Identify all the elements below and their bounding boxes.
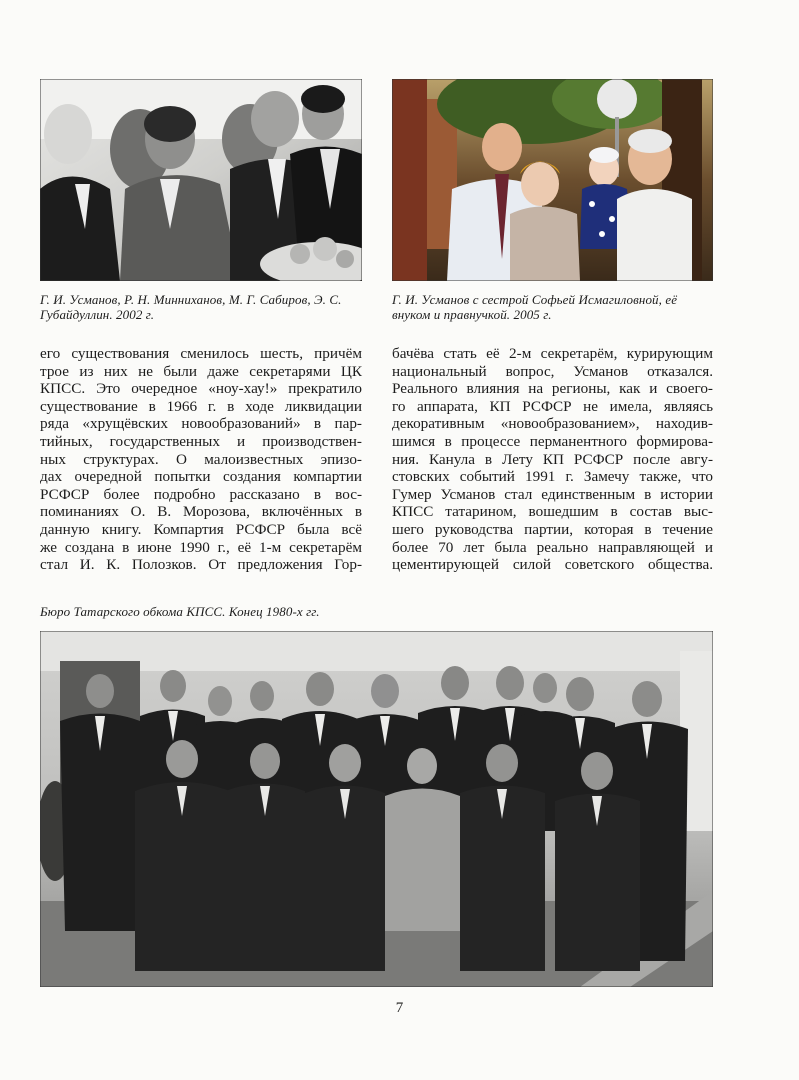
text-line: го аппарата, КП РСФСР не имела, являясь bbox=[392, 397, 713, 415]
text-line: ряда «хрущёвских новообразований» в пар- bbox=[40, 415, 362, 433]
caption-photo-family: Г. И. Усманов с сестрой Софьей Исмагиловной, её внуком и правнучкой. 2005 г. bbox=[392, 292, 678, 322]
text-line: тийных, государственных и производствен- bbox=[40, 432, 362, 450]
text-line: Реального влияния на регионы, как и своего- bbox=[392, 380, 713, 398]
photo-family-outdoors bbox=[392, 79, 713, 281]
page-number: 7 bbox=[395, 1000, 404, 1016]
text-line: ных структурах. О малоизвестных эпизо- bbox=[40, 450, 362, 468]
photo-four-officials bbox=[40, 79, 362, 281]
text-line: поминаниях О. В. Морозова, включённых в bbox=[40, 503, 362, 521]
text-line: бачёва стать её 2-м секретарём, курирующим bbox=[392, 345, 713, 362]
text-line: дах очередной попытки создания компартии bbox=[40, 468, 362, 486]
text-line: трое из них не были даже секретарями ЦК bbox=[40, 362, 362, 380]
text-line: КПСС. Это очередное «ноу-хау!» прекратило bbox=[40, 380, 362, 398]
text-line: шимся в процессе перманентного формирова- bbox=[392, 432, 713, 450]
text-line: существование в 1966 г. в ходе ликвидации bbox=[40, 397, 362, 415]
text-line: ния. Канула в Лету КП РСФСР после авгу- bbox=[392, 450, 713, 468]
text-line: более 70 лет была реально направляющей и bbox=[392, 538, 713, 556]
text-line: шего руководства партии, которая в течение bbox=[392, 520, 713, 538]
text-line: РСФСР более подробно рассказано в вос- bbox=[40, 485, 362, 503]
text-line: его существования сменилось шесть, причём bbox=[40, 345, 362, 362]
text-line: стал И. К. Полозков. От предложения Гор- bbox=[40, 556, 362, 574]
text-line: декоративным «новообразованием», находив- bbox=[392, 415, 713, 433]
text-line: КПСС татарином, вошедшим в состав выс- bbox=[392, 503, 713, 521]
text-column-right bbox=[392, 345, 713, 574]
text-line: цементирующей силой советского общества. bbox=[392, 556, 713, 574]
text-line: стовских событий 1991 г. Замечу также, что bbox=[392, 468, 713, 486]
photo-bureau-group bbox=[40, 631, 713, 987]
text-line: Гумер Усманов стал единственным в истории bbox=[392, 485, 713, 503]
text-column-left bbox=[40, 345, 362, 574]
caption-group-photo: Бюро Татарского обкома КПСС. Конец 1980-х гг. bbox=[40, 604, 320, 619]
text-line: национальный вопрос, Усманов отказался. bbox=[392, 362, 713, 380]
text-line: данную книгу. Компартия РСФСР была всё bbox=[40, 520, 362, 538]
caption-photo-officials: Г. И. Усманов, Р. Н. Минниханов, М. Г. Сабиров, Э. С. Губайдуллин. 2002 г. bbox=[40, 292, 342, 322]
text-line: же создана в июне 1990 г., её 1-м секретарём bbox=[40, 538, 362, 556]
